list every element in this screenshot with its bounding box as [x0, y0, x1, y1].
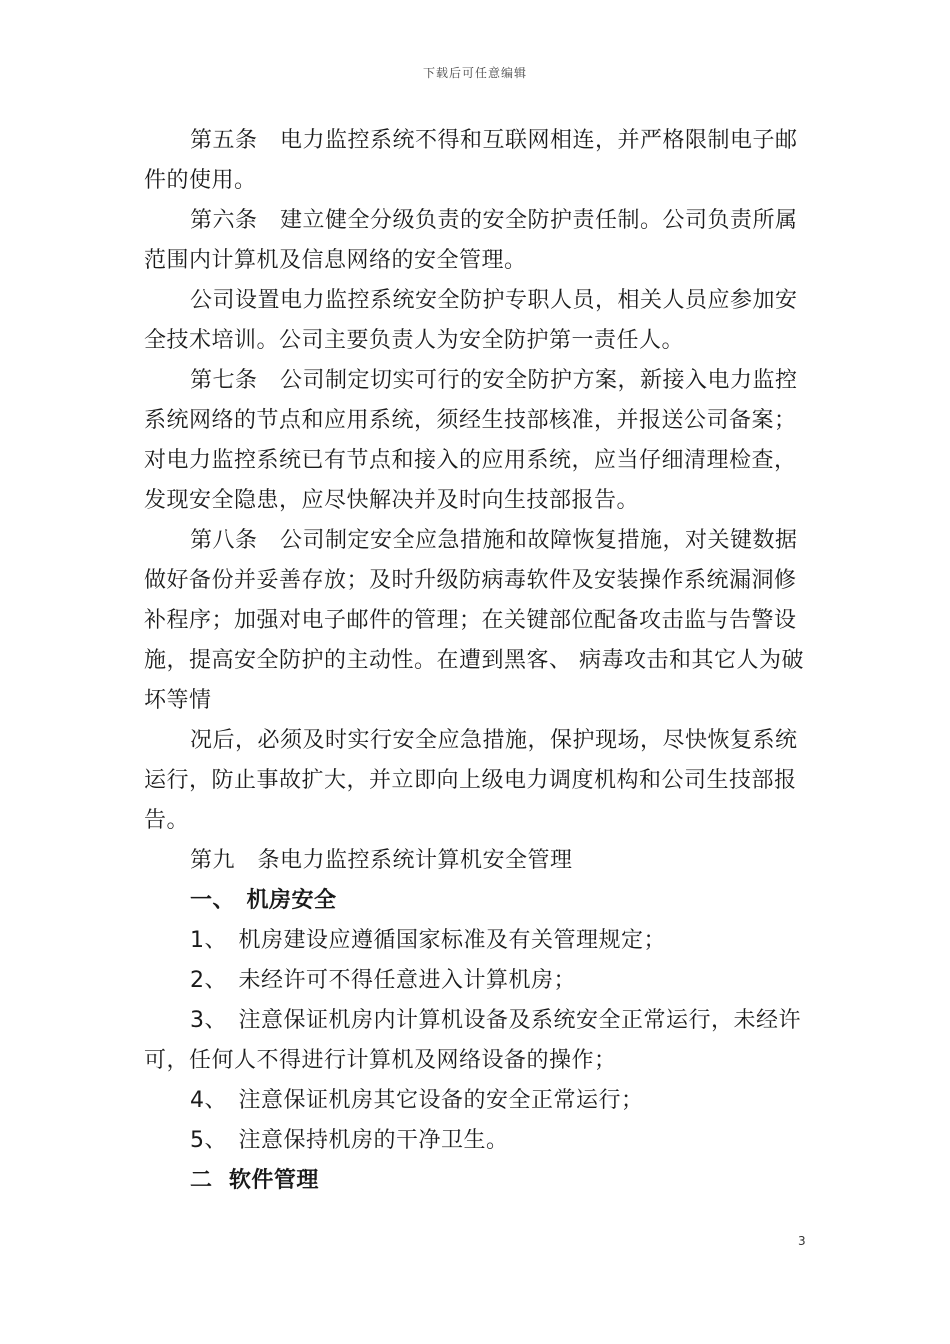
list-item: 3、 注意保证机房内计算机设备及系统安全正常运行，未经许可，任何人不得进行计算机及网络设备的操作；: [144, 1008, 801, 1073]
page-header: 下载后可任意编辑: [422, 66, 527, 80]
article-6: 第六条 建立健全分级负责的安全防护责任制。公司负责所属范围内计算机及信息网络的安全管理。: [144, 208, 798, 273]
article-8-continued: 况后，必须及时实行安全应急措施，保护现场，尽快恢复系统运行，防止事故扩大，并立即向上级电力调度机构和公司生技部报告。: [144, 728, 798, 833]
page-number: 3: [798, 1234, 806, 1248]
list-item: 1、 机房建设应遵循国家标准及有关管理规定；: [190, 928, 666, 953]
list-item: 2、 未经许可不得任意进入计算机房；: [190, 968, 576, 993]
article-9: 第九 条电力监控系统计算机安全管理: [190, 848, 573, 873]
article-6-continued: 公司设置电力监控系统安全防护专职人员，相关人员应参加安全技术培训。公司主要负责人为安全防护第一责任人。: [144, 288, 798, 353]
list-item: 4、 注意保证机房其它设备的安全正常运行；: [190, 1088, 644, 1113]
list-item: 5、 注意保持机房的干净卫生。: [190, 1128, 509, 1153]
section-heading-machine-room: 一、 机房安全: [190, 888, 337, 913]
article-5: 第五条 电力监控系统不得和互联网相连，并严格限制电子邮件的使用。: [144, 128, 798, 193]
article-7: 第七条 公司制定切实可行的安全防护方案，新接入电力监控系统网络的节点和应用系统，须经生技部核准，并报送公司备案；对电力监控系统已有节点和接入的应用系统，应当仔细清理检查，发现安全隐患，应尽快解决并及时向生技部报告。: [144, 368, 798, 513]
section-heading-software: 二 软件管理: [190, 1168, 319, 1193]
document-body: [144, 121, 809, 1201]
article-8: 第八条 公司制定安全应急措施和故障恢复措施，对关键数据做好备份并妥善存放；及时升级防病毒软件及安装操作系统漏洞修补程序；加强对电子邮件的管理；在关键部位配备攻击监与告警设施，提高安全防护的主动性。在遭到黑客、 病毒攻击和其它人为破坏等情: [144, 528, 804, 713]
